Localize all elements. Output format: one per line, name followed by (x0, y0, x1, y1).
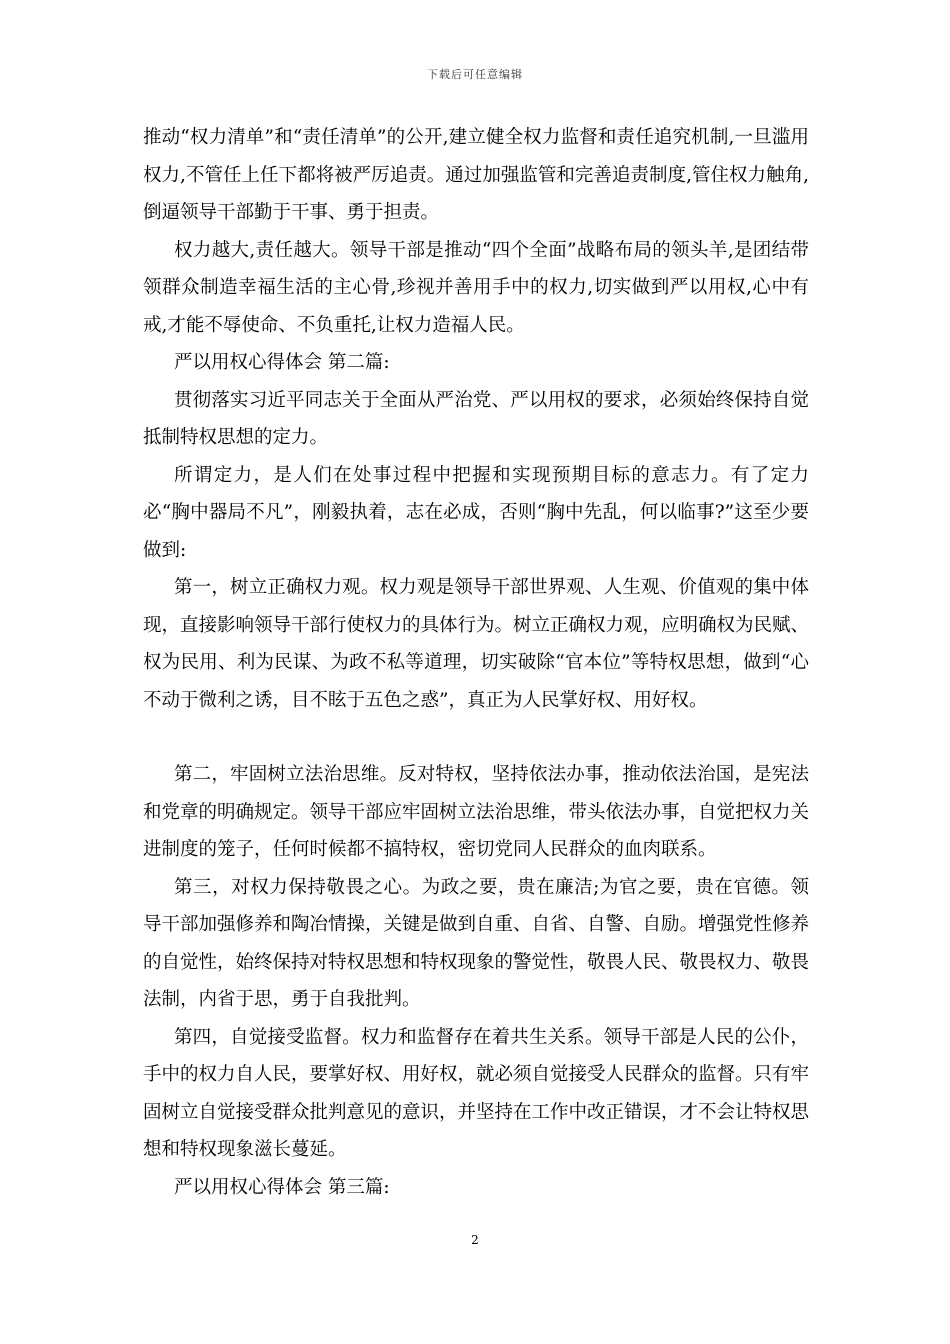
paragraph-point-four: 第四，自觉接受监督。权力和监督存在着共生关系。领导干部是人民的公仆，手中的权力自人民，要掌好权、用好权，就必须自觉接受人民群众的监督。只有牢固树立自觉接受群众批判意见的意识，并坚持在工作中改正错误，才不会让特权思想和特权现象滋长蔓延。 (143, 1026, 810, 1160)
paragraph-point-one: 第一，树立正确权力观。权力观是领导干部世界观、人生观、价值观的集中体现，直接影响领导干部行使权力的具体行为。树立正确权力观，应明确权为民赋、权为民用、利为民谋、为政不私等道理，切实破除“官本位”等特权思想，做到“心不动于微利之诱，目不眩于五色之惑”，真正为人民掌好权、用好权。 (143, 577, 810, 711)
paragraph-intro: 贯彻落实习近平同志关于全面从严治党、严以用权的要求，必须始终保持自觉抵制特权思想的定力。 (143, 389, 809, 448)
paragraph-point-two: 第二，牢固树立法治思维。反对特权，坚持依法办事，推动依法治国，是宪法和党章的明确规定。领导干部应牢固树立法治思维，带头依法办事，自觉把权力关进制度的笼子，任何时候都不搞特权，密切党同人民群众的血肉联系。 (143, 764, 810, 860)
section-heading-part-three: 严以用权心得体会 第三篇: (174, 1176, 390, 1198)
page-header: 下载后可任意编辑 (427, 68, 523, 81)
document-body (143, 119, 809, 1206)
blank-line (143, 719, 809, 756)
page-number: 2 (471, 1233, 479, 1247)
paragraph-point-three: 第三，对权力保持敬畏之心。为政之要，贵在廉洁;为官之要，贵在官德。领导干部加强修养和陶冶情操，关键是做到自重、自省、自警、自励。增强党性修养的自觉性，始终保持对特权思想和特权现象的警觉性，敬畏人民、敬畏权力、敬畏法制，内省于思，勇于自我批判。 (143, 876, 810, 1010)
paragraph-power-responsibility: 权力越大,责任越大。领导干部是推动“四个全面”战略布局的领头羊,是团结带领群众制造幸福生活的主心骨,珍视并善用手中的权力,切实做到严以用权,心中有戒,才能不辱使命、不负重托,让权力造福人民。 (143, 239, 809, 336)
paragraph-continued: 推动“权力清单”和“责任清单”的公开,建立健全权力监督和责任追究机制,一旦滥用权力,不管任上任下都将被严厉追责。通过加强监管和完善追责制度,管住权力触角,倒逼领导干部勤于干事、勇于担责。 (143, 127, 809, 223)
section-heading-part-two: 严以用权心得体会 第二篇: (174, 352, 390, 373)
paragraph-definition: 所谓定力，是人们在处事过程中把握和实现预期目标的意志力。有了定力必“胸中器局不凡”，刚毅执着，志在必成，否则“胸中先乱，何以临事?”这至少要做到: (143, 464, 809, 561)
